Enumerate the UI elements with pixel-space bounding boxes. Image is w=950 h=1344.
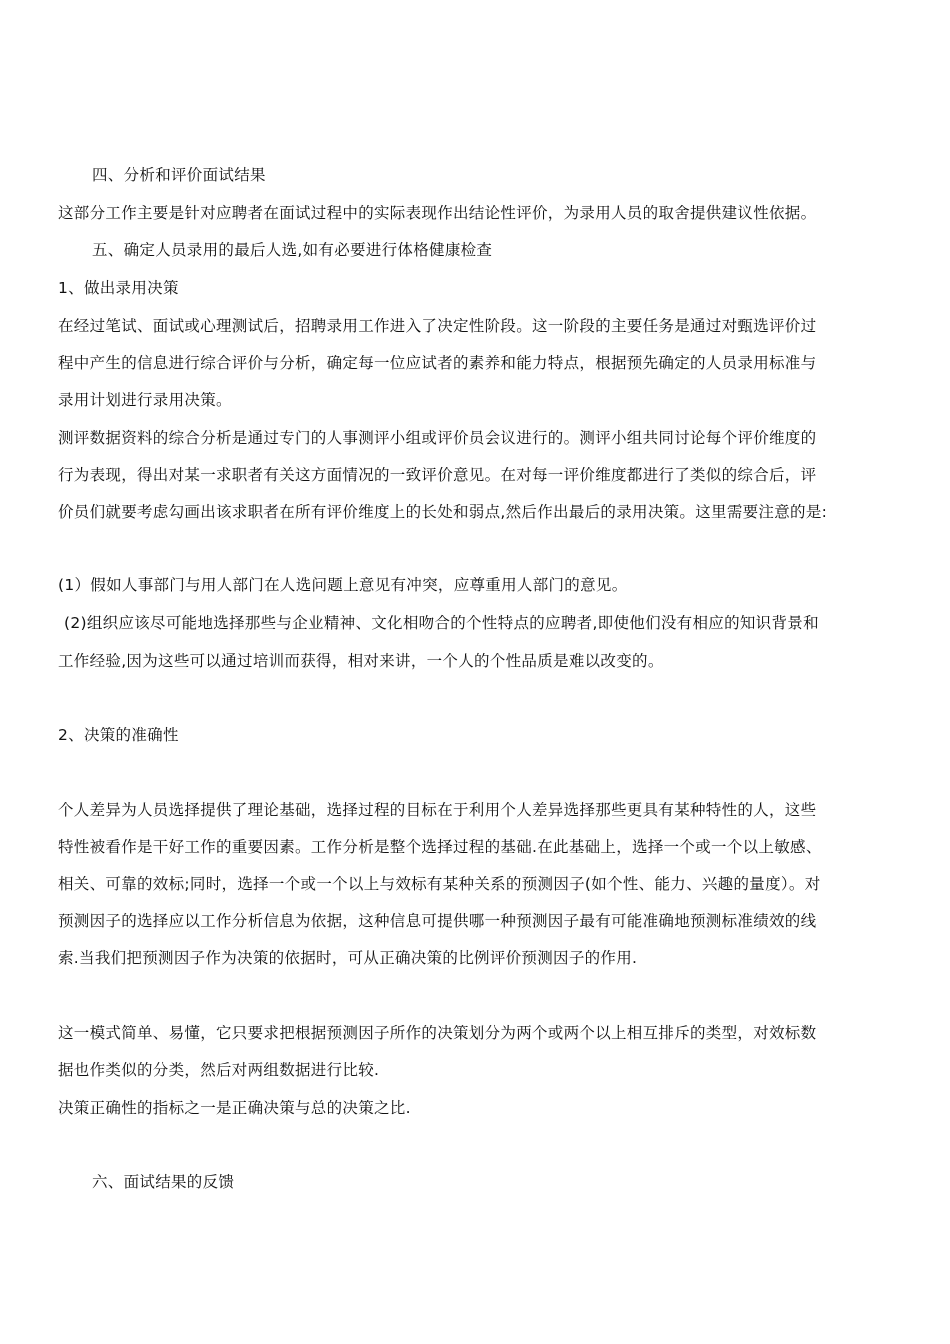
paragraph-line: 个人差异为人员选择提供了理论基础，选择过程的目标在于利用个人差异选择那些更具有某种特性的人，这些 [58, 801, 817, 819]
paragraph-line: 据也作类似的分类，然后对两组数据进行比较. [58, 1061, 380, 1079]
section-heading-5: 五、确定人员录用的最后人选,如有必要进行体格健康检查 [92, 241, 493, 259]
paragraph-line: 决策正确性的指标之一是正确决策与总的决策之比. [58, 1099, 411, 1117]
paragraph-line: 预测因子的选择应以工作分析信息为依据，这种信息可提供哪一种预测因子最有可能准确地预测标准绩效的线 [58, 912, 817, 930]
paragraph-line: 价员们就要考虑勾画出该求职者在所有评价维度上的长处和弱点,然后作出最后的录用决策。这里需要注意的是: [58, 503, 828, 521]
paragraph-line: 工作经验,因为这些可以通过培训而获得，相对来讲，一个人的个性品质是难以改变的。 [58, 652, 664, 670]
list-item: (1）假如人事部门与用人部门在人选问题上意见有冲突，应尊重用人部门的意见。 [58, 576, 628, 594]
paragraph-line: 相关、可靠的效标;同时，选择一个或一个以上与效标有某种关系的预测因子(如个性、能力、兴趣的量度）。对 [58, 875, 821, 893]
subsection-heading-2: 2、决策的准确性 [58, 726, 179, 744]
paragraph-line: 测评数据资料的综合分析是通过专门的人事测评小组或评价员会议进行的。测评小组共同讨论每个评价维度的 [58, 429, 817, 447]
section-heading-6: 六、面试结果的反馈 [92, 1173, 235, 1191]
paragraph-line: 录用计划进行录用决策。 [58, 391, 232, 409]
paragraph-line: 程中产生的信息进行综合评价与分析，确定每一位应试者的素养和能力特点，根据预先确定的人员录用标准与 [58, 354, 817, 372]
subsection-heading-1: 1、做出录用决策 [58, 279, 179, 297]
list-item: (2)组织应该尽可能地选择那些与企业精神、文化相吻合的个性特点的应聘者,即使他们没有相应的知识背景和 [64, 614, 819, 632]
paragraph-line: 在经过笔试、面试或心理测试后，招聘录用工作进入了决定性阶段。这一阶段的主要任务是通过对甄选评价过 [58, 317, 817, 335]
paragraph-line: 特性被看作是干好工作的重要因素。工作分析是整个选择过程的基础.在此基础上，选择一个或一个以上敏感、 [58, 838, 822, 856]
paragraph-line: 索.当我们把预测因子作为决策的依据时，可从正确决策的比例评价预测因子的作用. [58, 949, 638, 967]
paragraph-line: 行为表现，得出对某一求职者有关这方面情况的一致评价意见。在对每一评价维度都进行了类似的综合后，评 [58, 466, 817, 484]
paragraph-line: 这一模式简单、易懂，它只要求把根据预测因子所作的决策划分为两个或两个以上相互排斥的类型，对效标数 [58, 1024, 817, 1042]
paragraph-line: 这部分工作主要是针对应聘者在面试过程中的实际表现作出结论性评价，为录用人员的取舍提供建议性依据。 [58, 204, 817, 222]
section-heading-4: 四、分析和评价面试结果 [92, 166, 266, 184]
